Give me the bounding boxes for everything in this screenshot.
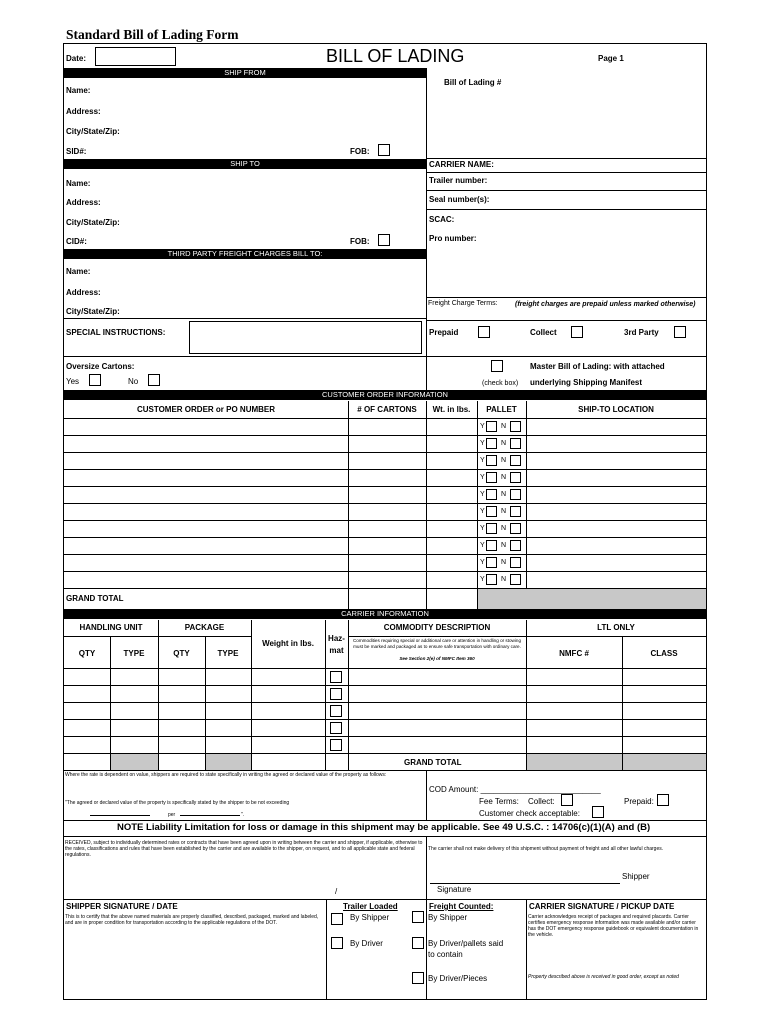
qty-header: QTY	[78, 649, 96, 658]
pallet-no-checkbox[interactable]	[510, 489, 521, 500]
master-bol-checkbox[interactable]	[491, 360, 503, 372]
ship-from-address: Address:	[66, 107, 101, 116]
pallet-no-letter: N	[501, 423, 507, 430]
pallet-yes-checkbox[interactable]	[486, 472, 497, 483]
freight-by-shipper: By Shipper	[428, 913, 468, 922]
table-row[interactable]	[64, 452, 706, 469]
hazmat-checkbox[interactable]	[330, 739, 342, 751]
carrier-info-bar: CARRIER INFORMATION	[64, 609, 706, 619]
co-header: # OF CARTONS	[357, 405, 417, 414]
third-party-address: Address:	[66, 288, 101, 297]
pallet-no-letter: N	[501, 491, 507, 498]
ci-col-line	[622, 753, 623, 770]
pallet-yes-letter: Y	[480, 576, 485, 583]
pallet-yes-letter: Y	[480, 423, 485, 430]
table-row[interactable]	[64, 418, 706, 435]
prepaid-label: Prepaid	[429, 328, 459, 337]
ci-shade	[111, 754, 158, 770]
trailer-by-shipper-checkbox[interactable]	[331, 913, 343, 925]
freight-by-shipper-checkbox[interactable]	[412, 911, 424, 923]
handling-unit-header: HANDLING UNIT	[79, 623, 143, 632]
shipper-signature-text: This is to certify that the above named materials are properly classified, described, packaged, marked and labeled, and are in proper condition for transportation according to the applicable regulations of the DOT.	[65, 914, 319, 926]
pallet-yes-letter: Y	[480, 559, 485, 566]
customer-check-checkbox[interactable]	[592, 806, 604, 818]
table-row[interactable]	[64, 486, 706, 503]
ship-to-bar: SHIP TO	[64, 159, 426, 169]
master-bol-line2: underlying Shipping Manifest	[530, 378, 642, 387]
scac: SCAC:	[429, 215, 455, 224]
freight-counted-title: Freight Counted:	[429, 902, 494, 911]
ship-from-fob: FOB:	[350, 147, 370, 156]
trailer-loaded-title: Trailer Loaded	[343, 902, 398, 911]
pallet-yes-letter: Y	[480, 542, 485, 549]
class-header: CLASS	[650, 649, 678, 658]
declared-value-end: ".	[241, 812, 245, 818]
qty-header: QTY	[173, 649, 190, 658]
trailer-by-shipper: By Shipper	[350, 913, 390, 922]
pallet-yes-letter: Y	[480, 508, 485, 515]
ci-shade	[527, 754, 706, 770]
pallet-no-checkbox[interactable]	[510, 455, 521, 466]
master-bol-line1: Master Bill of Lading: with attached	[530, 362, 665, 371]
freight-by-driver-pieces-checkbox[interactable]	[412, 972, 424, 984]
ltl-header: LTL ONLY	[597, 623, 635, 632]
pallet-no-letter: N	[501, 440, 507, 447]
pallet-yes-checkbox[interactable]	[486, 574, 497, 585]
ship-to-fob: FOB:	[350, 237, 370, 246]
special-instructions-label: SPECIAL INSTRUCTIONS:	[66, 328, 166, 337]
pallet-no-checkbox[interactable]	[510, 421, 521, 432]
date-label: Date:	[66, 54, 87, 63]
cod-collect-label: Collect:	[528, 797, 555, 806]
pallet-no-letter: N	[501, 525, 507, 532]
cod-prepaid-label: Prepaid:	[624, 797, 654, 806]
oversize-yes: Yes	[66, 377, 80, 386]
commodity-header: COMMODITY DESCRIPTION	[383, 623, 491, 632]
received-text: RECEIVED, subject to individually determined rates or contracts that have been agreed upon in writing between the carrier and shipper, if applicable, otherwise to the rates, classifications and rules that have been established by the carrier and are available to the shipper, on request, and to all applicable state and federal regulations.	[65, 840, 423, 858]
trailer-by-driver-checkbox[interactable]	[331, 937, 343, 949]
pallet-no-checkbox[interactable]	[510, 523, 521, 534]
table-row[interactable]	[64, 554, 706, 571]
nmfc-header: NMFC #	[559, 649, 589, 658]
package-header: PACKAGE	[184, 623, 225, 632]
customer-check-label: Customer check acceptable:	[479, 809, 580, 818]
signature-slash: /	[335, 887, 338, 896]
pallet-no-letter: N	[501, 559, 507, 566]
pallet-yes-checkbox[interactable]	[486, 489, 497, 500]
table-row[interactable]	[64, 571, 706, 588]
hazmat-checkbox[interactable]	[330, 722, 342, 734]
master-bol-check-note: (check box)	[482, 380, 519, 387]
pallet-yes-letter: Y	[480, 457, 485, 464]
commodity-note: Commodities requiring special or additional care or attention in handling or stowing must be marked and packaged as to ensure safe transportation with ordinary care.	[352, 638, 522, 649]
hazmat-header-1: Haz-	[328, 634, 345, 643]
ship-from-bar: SHIP FROM	[64, 68, 426, 78]
ship-from-name: Name:	[66, 86, 91, 95]
trailer-by-driver: By Driver	[350, 939, 383, 948]
co-header: Wt. in lbs.	[432, 405, 471, 414]
pallet-no-letter: N	[501, 508, 507, 515]
oversize-label: Oversize Cartons:	[66, 362, 135, 371]
pallet-no-checkbox[interactable]	[510, 506, 521, 517]
cod-amount: COD Amount: ___________________________	[429, 785, 601, 794]
shipper-label: Shipper	[622, 872, 650, 881]
weight-header: Weight in lbs.	[262, 639, 314, 648]
form-title: BILL OF LADING	[326, 46, 465, 66]
third-party-checkbox[interactable]	[674, 326, 686, 338]
date-field[interactable]	[95, 47, 176, 66]
freight-by-driver-pallets-1: By Driver/pallets said	[428, 939, 504, 948]
shipper-signature-title: SHIPPER SIGNATURE / DATE	[66, 902, 178, 911]
oversize-no: No	[128, 377, 139, 386]
pallet-no-checkbox[interactable]	[510, 574, 521, 585]
co-col-line	[426, 588, 427, 609]
cod-prepaid-checkbox[interactable]	[657, 794, 669, 806]
trailer-number: Trailer number:	[429, 176, 488, 185]
third-party-city: City/State/Zip:	[66, 307, 120, 316]
pallet-yes-checkbox[interactable]	[486, 540, 497, 551]
table-row[interactable]	[64, 719, 706, 736]
carrier-signature-title: CARRIER SIGNATURE / PICKUP DATE	[529, 902, 675, 911]
ship-to-name: Name:	[66, 179, 91, 188]
co-header: SHIP-TO LOCATION	[578, 405, 654, 414]
ci-shade	[206, 754, 251, 770]
ci-sub-line	[526, 636, 706, 637]
table-row[interactable]	[64, 537, 706, 554]
hazmat-checkbox[interactable]	[330, 671, 342, 683]
page-heading: Standard Bill of Lading Form	[66, 27, 239, 42]
special-instructions-field[interactable]	[189, 321, 422, 354]
third-party-name: Name:	[66, 267, 91, 276]
declared-value-text: Where the rate is dependent on value, shippers are required to state specifically in writing the agreed or declared value of the property as follows:	[65, 772, 387, 778]
pallet-yes-checkbox[interactable]	[486, 455, 497, 466]
table-row[interactable]	[64, 668, 706, 685]
third-party-label: 3rd Party	[624, 328, 659, 337]
pallet-no-checkbox[interactable]	[510, 557, 521, 568]
freight-by-driver-pallets-checkbox[interactable]	[412, 937, 424, 949]
pallet-no-checkbox[interactable]	[510, 540, 521, 551]
co-header: PALLET	[486, 405, 517, 414]
fee-terms-label: Fee Terms:	[479, 797, 519, 806]
customer-order-bar: CUSTOMER ORDER INFORMATION	[64, 390, 706, 400]
ship-from-fob-checkbox[interactable]	[378, 144, 390, 156]
ship-from-city: City/State/Zip:	[66, 127, 120, 136]
collect-checkbox[interactable]	[571, 326, 583, 338]
pallet-yes-checkbox[interactable]	[486, 557, 497, 568]
pallet-no-letter: N	[501, 474, 507, 481]
ship-to-address: Address:	[66, 198, 101, 207]
collect-label: Collect	[530, 328, 557, 337]
type-header: TYPE	[217, 649, 239, 658]
hazmat-checkbox[interactable]	[330, 705, 342, 717]
declared-value-per: per	[168, 812, 176, 818]
bol-number-label: Bill of Lading #	[444, 78, 502, 87]
liability-note: NOTE Liability Limitation for loss or damage in this shipment may be applicable. See 49 U.S.C. : 14706(c)(1)(A) and (B)	[117, 822, 651, 833]
co-col-line	[477, 588, 478, 609]
carrier-received-note: Property described above is received in good order, except as noted	[528, 974, 679, 980]
oversize-yes-checkbox[interactable]	[89, 374, 101, 386]
table-row[interactable]	[64, 435, 706, 452]
pallet-yes-checkbox[interactable]	[486, 523, 497, 534]
table-row[interactable]	[64, 685, 706, 702]
table-row[interactable]	[64, 520, 706, 537]
ship-to-city: City/State/Zip:	[66, 218, 120, 227]
pallet-no-letter: N	[501, 542, 507, 549]
page-number: Page 1	[598, 54, 624, 63]
oversize-no-checkbox[interactable]	[148, 374, 160, 386]
ship-to-fob-checkbox[interactable]	[378, 234, 390, 246]
co-grand-total-shade	[477, 589, 706, 609]
signature-label: Signature	[437, 885, 472, 894]
pallet-yes-letter: Y	[480, 440, 485, 447]
ship-to-cid: CID#:	[66, 237, 87, 246]
freight-by-driver-pieces: By Driver/Pieces	[428, 974, 488, 983]
type-header: TYPE	[123, 649, 145, 658]
table-row[interactable]	[64, 702, 706, 719]
freight-by-driver-pallets-2: to contain	[428, 950, 463, 959]
co-col-line	[348, 588, 349, 609]
ci-grand-total: GRAND TOTAL	[404, 758, 462, 767]
pallet-yes-checkbox[interactable]	[486, 438, 497, 449]
pallet-yes-letter: Y	[480, 491, 485, 498]
pallet-yes-letter: Y	[480, 525, 485, 532]
table-row[interactable]	[64, 469, 706, 486]
pallet-yes-checkbox[interactable]	[486, 506, 497, 517]
pallet-no-letter: N	[501, 576, 507, 583]
freight-terms-note: (freight charges are prepaid unless marked otherwise)	[515, 301, 696, 308]
pallet-no-checkbox[interactable]	[510, 472, 521, 483]
hazmat-checkbox[interactable]	[330, 688, 342, 700]
freight-terms-label: Freight Charge Terms:	[428, 300, 498, 307]
cod-collect-checkbox[interactable]	[561, 794, 573, 806]
prepaid-checkbox[interactable]	[478, 326, 490, 338]
third-party-bar: THIRD PARTY FREIGHT CHARGES BILL TO:	[64, 249, 426, 259]
pro-number: Pro number:	[429, 234, 477, 243]
commodity-note-italic: See Section 2(e) of NMFC Item 360	[399, 656, 475, 661]
co-grand-total: GRAND TOTAL	[66, 594, 124, 603]
table-row[interactable]	[64, 503, 706, 520]
pallet-no-checkbox[interactable]	[510, 438, 521, 449]
pallet-yes-checkbox[interactable]	[486, 421, 497, 432]
hazmat-header-2: mat	[329, 646, 344, 655]
declared-value-statement: "The agreed or declared value of the property is specifically stated by the shipper to be not exceeding	[65, 800, 290, 806]
co-header: CUSTOMER ORDER or PO NUMBER	[136, 405, 276, 414]
pallet-yes-letter: Y	[480, 474, 485, 481]
seal-number: Seal number(s):	[429, 195, 490, 204]
ship-from-sid: SID#:	[66, 147, 87, 156]
carrier-name: CARRIER NAME:	[429, 160, 494, 169]
pallet-no-letter: N	[501, 457, 507, 464]
carrier-signature-text: Carrier acknowledges receipt of packages and required placards. Carrier certifies emergency response information was made available and/or carrier has the DOT emergency response guidebook or equivalent documentation in the vehicle.	[528, 914, 699, 938]
carrier-delivery-text: The carrier shall not make delivery of this shipment without payment of freight and all other lawful charges.	[428, 846, 664, 852]
table-row[interactable]	[64, 736, 706, 753]
